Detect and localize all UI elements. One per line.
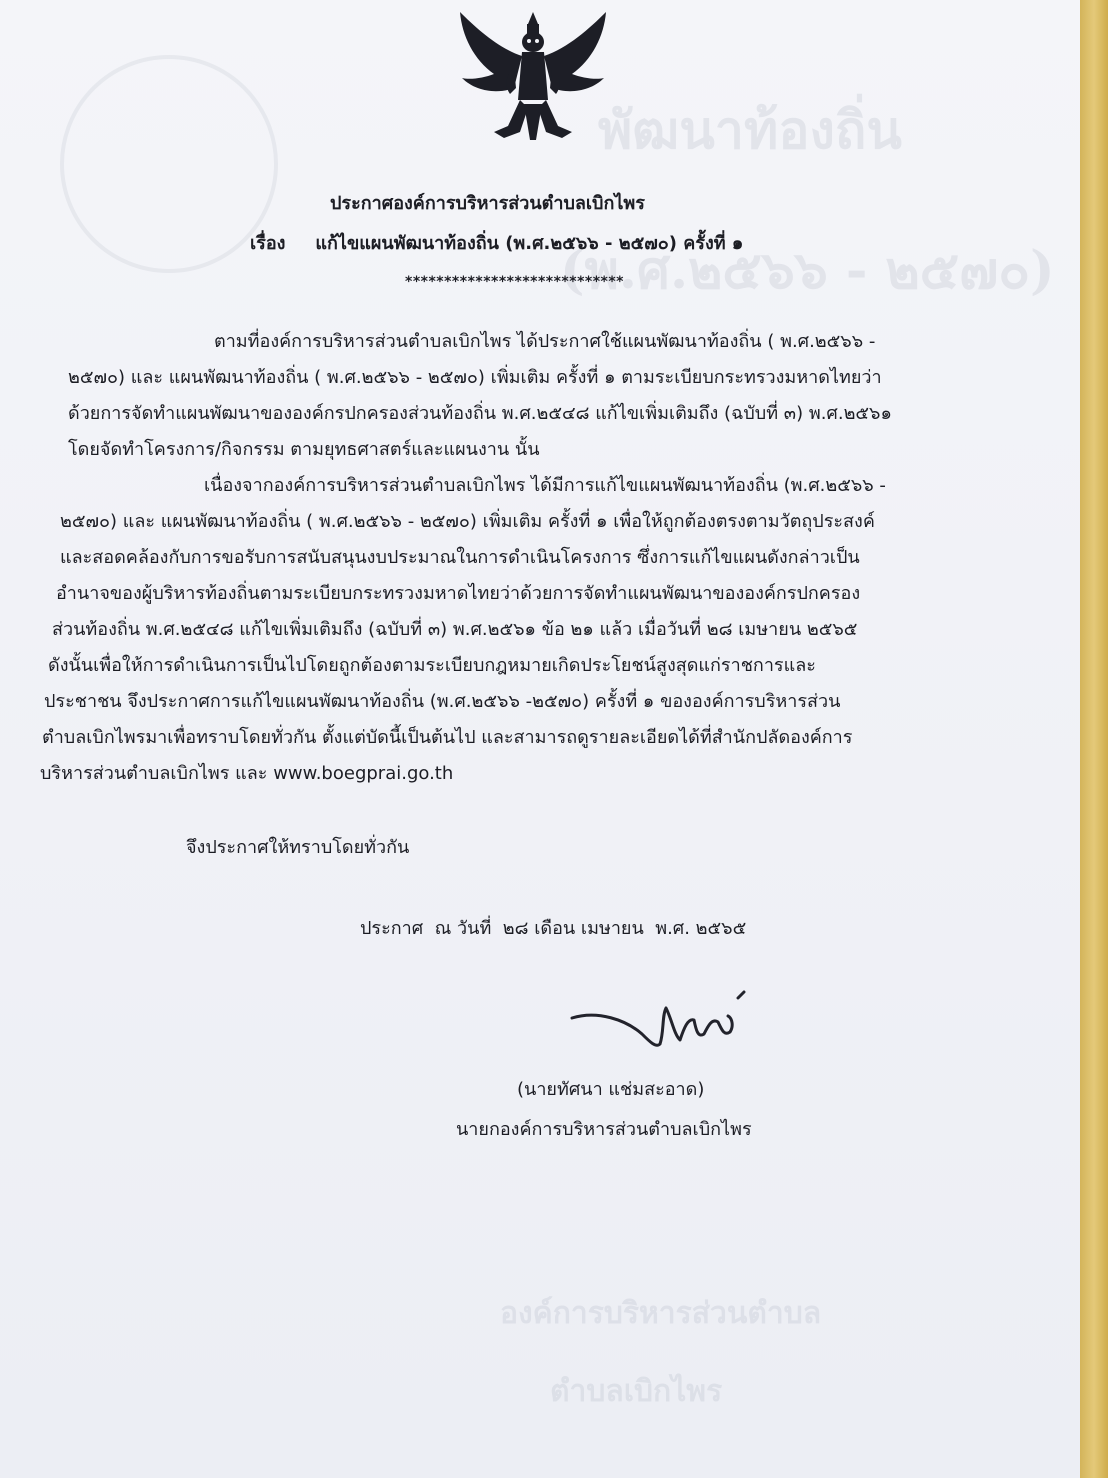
separator: **************************** xyxy=(405,274,624,290)
signatory-position: นายกองค์การบริหารส่วนตำบลเบิกไพร xyxy=(456,1119,752,1140)
body-line: ส่วนท้องถิ่น พ.ศ.๒๕๔๘ แก้ไขเพิ่มเติมถึง (ฉบับที่ ๓) พ.ศ.๒๕๖๑ ข้อ ๒๑ แล้ว เมื่อวันที่ ๒๘ เมษายน ๒๕๖๕ xyxy=(52,619,858,640)
body-line: ๒๕๗๐) และ แผนพัฒนาท้องถิ่น ( พ.ศ.๒๕๖๖ - ๒๕๗๐) เพิ่มเติม ครั้งที่ ๑ ตามระเบียบกระทรวงมหาดไทยว่า xyxy=(68,367,882,388)
signatory-name: (นายทัศนา แช่มสะอาด) xyxy=(517,1079,705,1100)
announcement-subject xyxy=(250,228,743,257)
underlying-yellow-paper-edge xyxy=(1080,0,1108,1478)
body-line: ตำบลเบิกไพรมาเพื่อทราบโดยทั่วกัน ตั้งแต่บัดนี้เป็นต้นไป และสามารถดูรายละเอียดได้ที่สำนักปลัดองค์การ xyxy=(42,727,853,748)
body-line: ตามที่องค์การบริหารส่วนตำบลเบิกไพร ได้ประกาศใช้แผนพัฒนาท้องถิ่น ( พ.ศ.๒๕๖๖ - xyxy=(214,331,876,352)
show-through-text-1: พัฒนาท้องถิ่น xyxy=(598,100,902,161)
subject-label: เรื่อง xyxy=(250,233,286,254)
announcement-date: ประกาศ ณ วันที่ ๒๘ เดือน เมษายน พ.ศ. ๒๕๖๕ xyxy=(360,918,747,939)
body-line: ดังนั้นเพื่อให้การดำเนินการเป็นไปโดยถูกต้องตามระเบียบกฎหมายเกิดประโยชน์สูงสุดแก่ราชการและ xyxy=(48,655,816,676)
body-line: อำนาจของผู้บริหารท้องถิ่นตามระเบียบกระทรวงมหาดไทยว่าด้วยการจัดทำแผนพัฒนาขององค์กรปกครอง xyxy=(56,583,861,604)
body-line: ประชาชน จึงประกาศการแก้ไขแผนพัฒนาท้องถิ่น (พ.ศ.๒๕๖๖ -๒๕๗๐) ครั้งที่ ๑ ขององค์การบริหารส่วน xyxy=(44,691,841,712)
body-line: บริหารส่วนตำบลเบิกไพร และ www.boegprai.go.th xyxy=(40,763,454,784)
announcement-title: ประกาศองค์การบริหารส่วนตำบลเบิกไพร xyxy=(330,193,645,214)
body-line: เนื่องจากองค์การบริหารส่วนตำบลเบิกไพร ได้มีการแก้ไขแผนพัฒนาท้องถิ่น (พ.ศ.๒๕๖๖ - xyxy=(204,475,886,496)
garuda-emblem-icon xyxy=(448,8,618,148)
faded-seal-show-through xyxy=(60,55,278,273)
body-line: โดยจัดทำโครงการ/กิจกรรม ตามยุทธศาสตร์และแผนงาน นั้น xyxy=(68,439,540,460)
show-through-text-2: (พ.ศ.๒๕๖๖ - ๒๕๗๐) xyxy=(560,240,1055,301)
body-line: ๒๕๗๐) และ แผนพัฒนาท้องถิ่น ( พ.ศ.๒๕๖๖ - ๒๕๗๐) เพิ่มเติม ครั้งที่ ๑ เพื่อให้ถูกต้องตรงตามวัตถุประสงค์ xyxy=(60,511,875,532)
handwritten-signature xyxy=(568,990,758,1060)
show-through-text-4: ตำบลเบิกไพร xyxy=(550,1374,723,1409)
closing-statement: จึงประกาศให้ทราบโดยทั่วกัน xyxy=(186,837,410,858)
show-through-text-3: องค์การบริหารส่วนตำบล xyxy=(500,1296,822,1331)
body-line: และสอดคล้องกับการขอรับการสนับสนุนงบประมาณในการดำเนินโครงการ ซึ่งการแก้ไขแผนดังกล่าวเป็น xyxy=(60,547,860,568)
body-line: ด้วยการจัดทำแผนพัฒนาขององค์กรปกครองส่วนท้องถิ่น พ.ศ.๒๕๔๘ แก้ไขเพิ่มเติมถึง (ฉบับที่ ๓) พ.ศ.๒๕๖๑ xyxy=(68,403,892,424)
subject-text: แก้ไขแผนพัฒนาท้องถิ่น (พ.ศ.๒๕๖๖ - ๒๕๗๐) ครั้งที่ ๑ xyxy=(315,233,744,254)
